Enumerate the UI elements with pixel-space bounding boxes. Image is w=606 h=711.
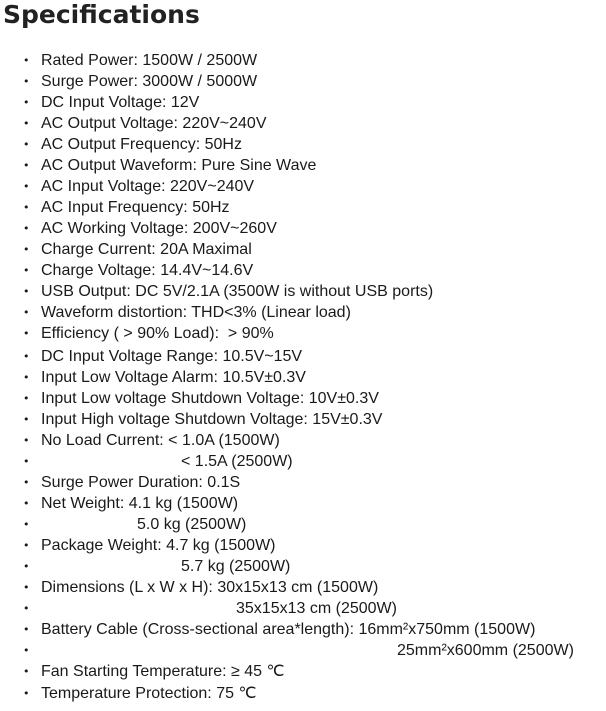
spec-input-high-shutdown-voltage <box>0 409 606 430</box>
spec-net-weight-2500w <box>0 514 606 535</box>
spec-ac-output-frequency <box>0 134 606 155</box>
spec-text: No Load Current: < 1.0A (1500W) <box>41 431 280 449</box>
spec-rated-power <box>0 50 606 71</box>
bullet-icon: • <box>23 496 30 510</box>
bullet-icon: • <box>23 580 30 594</box>
spec-ac-output-waveform <box>0 155 606 176</box>
bullet-icon: • <box>23 201 30 214</box>
spec-battery-cable-2500w <box>0 640 606 661</box>
bullet-icon: • <box>23 370 30 384</box>
spec-charge-voltage <box>0 260 606 281</box>
bullet-icon: • <box>23 138 30 151</box>
spec-text: AC Output Frequency: 50Hz <box>41 136 242 153</box>
bullet-icon: • <box>23 159 30 172</box>
bullet-icon: • <box>23 538 30 552</box>
spec-package-weight-2500w <box>0 556 606 577</box>
bullet-icon: • <box>23 559 30 573</box>
spec-temperature-protection <box>0 683 606 706</box>
spec-fan-starting-temperature <box>0 661 606 684</box>
spec-text: AC Output Voltage: 220V~240V <box>41 115 267 132</box>
bullet-icon: • <box>23 664 30 678</box>
spec-surge-power-duration <box>0 472 606 493</box>
spec-text: Battery Cable (Cross-sectional area*length): 16mm²x750mm (1500W) <box>41 620 536 638</box>
spec-dimensions-2500w <box>0 598 606 619</box>
spec-waveform-distortion <box>0 302 606 323</box>
bullet-icon: • <box>23 264 30 277</box>
bullet-icon: • <box>23 433 30 447</box>
spec-efficiency <box>0 323 606 346</box>
spec-input-low-shutdown-voltage <box>0 388 606 409</box>
bullet-icon: • <box>23 475 30 489</box>
spec-ac-working-voltage <box>0 218 606 239</box>
spec-text: Input Low voltage Shutdown Voltage: 10V±0.3V <box>41 389 379 407</box>
spec-text: 35x15x13 cm (2500W) <box>236 599 397 617</box>
bullet-icon: • <box>23 75 30 88</box>
spec-text: USB Output: DC 5V/2.1A (3500W is without USB ports) <box>41 283 434 300</box>
bullet-icon: • <box>23 117 30 130</box>
bullet-icon: • <box>23 454 30 468</box>
spec-text: Waveform distortion: THD<3% (Linear load) <box>41 304 351 321</box>
spec-text: 5.0 kg (2500W) <box>137 515 247 533</box>
spec-ac-input-voltage <box>0 176 606 197</box>
bullet-icon: • <box>23 517 30 531</box>
bullet-icon: • <box>23 622 30 636</box>
bullet-icon: • <box>23 643 30 657</box>
bullet-icon: • <box>23 285 30 298</box>
specifications-list <box>0 50 606 706</box>
bullet-icon: • <box>23 349 30 363</box>
spec-text: Input High voltage Shutdown Voltage: 15V±0.3V <box>41 410 383 428</box>
spec-text: 5.7 kg (2500W) <box>181 557 291 575</box>
bullet-icon: • <box>23 243 30 256</box>
bullet-icon: • <box>23 180 30 193</box>
spec-charge-current <box>0 239 606 260</box>
spec-text: Net Weight: 4.1 kg (1500W) <box>41 494 239 512</box>
spec-net-weight <box>0 493 606 514</box>
spec-text: AC Input Frequency: 50Hz <box>41 199 230 216</box>
page-title: Specifications <box>3 0 200 29</box>
spec-no-load-current <box>0 430 606 451</box>
spec-input-low-voltage-alarm <box>0 367 606 388</box>
bullet-icon: • <box>23 412 30 426</box>
spec-text: Dimensions (L x W x H): 30x15x13 cm (1500W) <box>41 578 379 596</box>
spec-text: 25mm²x600mm (2500W) <box>397 641 574 659</box>
spec-text: Fan Starting Temperature: ≥ 45 ℃ <box>41 662 285 680</box>
spec-dc-input-voltage-range <box>0 346 606 367</box>
spec-text: Charge Current: 20A Maximal <box>41 241 252 258</box>
bullet-icon: • <box>23 54 30 67</box>
spec-text: AC Output Waveform: Pure Sine Wave <box>41 157 317 174</box>
spec-text: Surge Power Duration: 0.1S <box>41 473 241 491</box>
spec-no-load-current-2500w <box>0 451 606 472</box>
spec-battery-cable <box>0 619 606 640</box>
spec-ac-output-voltage <box>0 113 606 134</box>
spec-text: Charge Voltage: 14.4V~14.6V <box>41 262 254 279</box>
spec-text: < 1.5A (2500W) <box>181 452 293 470</box>
spec-text: Temperature Protection: 75 ℃ <box>41 685 257 702</box>
spec-package-weight <box>0 535 606 556</box>
bullet-icon: • <box>23 222 30 235</box>
bullet-icon: • <box>23 327 30 340</box>
spec-text: DC Input Voltage Range: 10.5V~15V <box>41 347 303 365</box>
spec-text: Surge Power: 3000W / 5000W <box>41 73 258 90</box>
spec-text: Efficiency ( > 90% Load): > 90% <box>41 325 274 342</box>
spec-text: AC Working Voltage: 200V~260V <box>41 220 277 237</box>
bullet-icon: • <box>23 96 30 109</box>
spec-text: Package Weight: 4.7 kg (1500W) <box>41 536 276 554</box>
spec-dc-input-voltage <box>0 92 606 113</box>
bullet-icon: • <box>23 306 30 319</box>
bullet-icon: • <box>23 687 30 700</box>
bullet-icon: • <box>23 601 30 615</box>
spec-text: AC Input Voltage: 220V~240V <box>41 178 255 195</box>
spec-ac-input-frequency <box>0 197 606 218</box>
spec-text: Rated Power: 1500W / 2500W <box>41 52 258 69</box>
spec-text: Input Low Voltage Alarm: 10.5V±0.3V <box>41 368 306 386</box>
spec-surge-power <box>0 71 606 92</box>
spec-dimensions <box>0 577 606 598</box>
spec-text: DC Input Voltage: 12V <box>41 94 200 111</box>
bullet-icon: • <box>23 391 30 405</box>
spec-usb-output <box>0 281 606 302</box>
